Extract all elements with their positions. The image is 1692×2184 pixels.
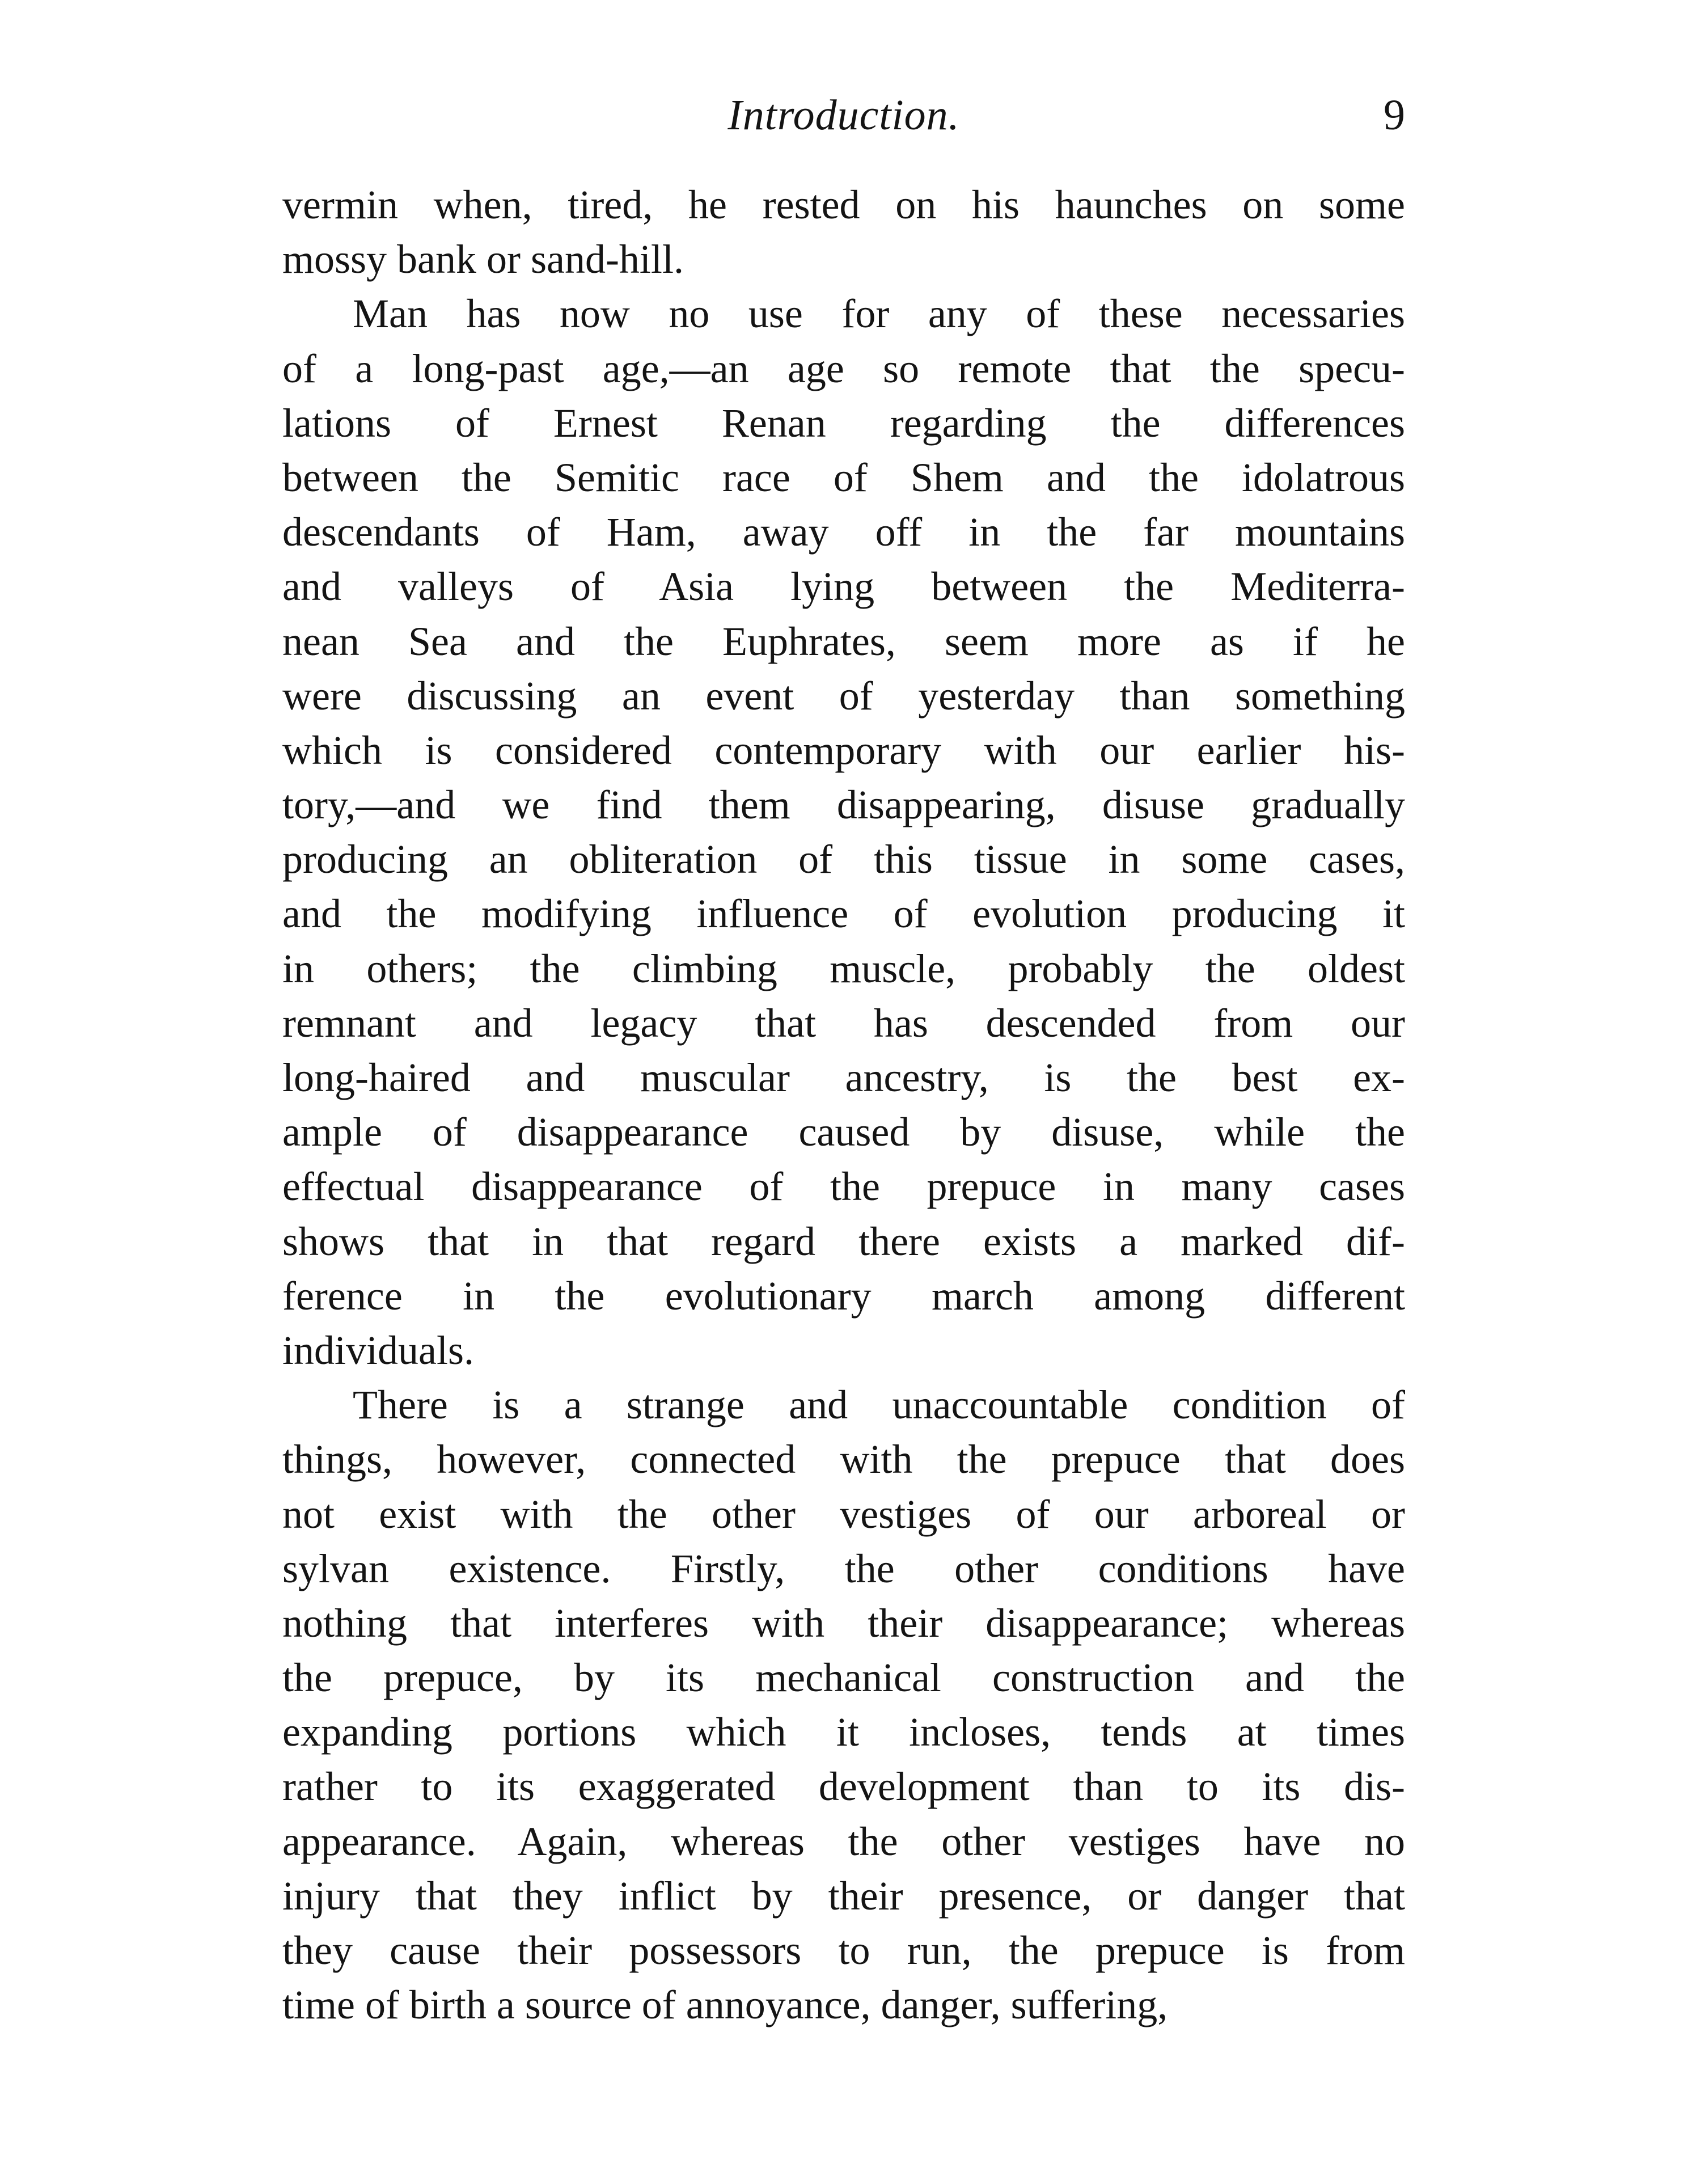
text-line: appearance. Again, whereas the other vestiges have no [282, 1818, 1405, 1864]
text-line: in others; the climbing muscle, probably the oldest [282, 945, 1405, 991]
page-number: 9 [1384, 91, 1405, 139]
text-line: they cause their possessors to run, the prepuce is from [282, 1928, 1405, 1973]
text-line: There is a strange and unaccountable condition of [353, 1382, 1405, 1428]
body-text [282, 178, 1405, 2032]
text-line: effectual disappearance of the prepuce in many cases [282, 1164, 1405, 1210]
text-line: things, however, connected with the prepuce that does [282, 1437, 1405, 1482]
text-line: and the modifying influence of evolution producing it [282, 891, 1405, 937]
text-line: rather to its exaggerated development than to its dis- [282, 1764, 1405, 1810]
text-line: expanding portions which it incloses, tends at times [282, 1709, 1405, 1755]
text-line: Man has now no use for any of these necessaries [353, 291, 1405, 337]
text-line: ample of disappearance caused by disuse, while the [282, 1109, 1405, 1155]
text-line: remnant and legacy that has descended from our [282, 1000, 1405, 1046]
text-line: not exist with the other vestiges of our arboreal or [282, 1491, 1405, 1537]
text-line: vermin when, tired, he rested on his haunches on some [282, 182, 1405, 227]
text-line: the prepuce, by its mechanical construction and the [282, 1655, 1405, 1701]
text-line: nean Sea and the Euphrates, seem more as if he [282, 618, 1405, 664]
paragraph [282, 178, 1405, 286]
text-line: ference in the evolutionary march among different [282, 1273, 1405, 1319]
text-line: mossy bank or sand-hill. [282, 236, 684, 282]
text-line: sylvan existence. Firstly, the other conditions have [282, 1545, 1405, 1591]
text-line: producing an obliteration of this tissue in some cases, [282, 837, 1405, 882]
text-line: between the Semitic race of Shem and the idolatrous [282, 454, 1405, 500]
text-line: descendants of Ham, away off in the far mountains [282, 509, 1405, 555]
running-title: Introduction. [727, 91, 960, 139]
text-line: individuals. [282, 1327, 474, 1373]
text-line: time of birth a source of annoyance, danger, suffering, [282, 1982, 1168, 2028]
running-head [282, 91, 1405, 153]
text-line: shows that in that regard there exists a marked dif- [282, 1218, 1405, 1264]
text-line: tory,—and we find them disappearing, disuse gradually [282, 782, 1405, 828]
text-line: of a long-past age,—an age so remote that the specu- [282, 345, 1405, 391]
text-line: long-haired and muscular ancestry, is the best ex- [282, 1055, 1405, 1100]
text-line: injury that they inflict by their presence, or danger that [282, 1873, 1405, 1919]
text-line: and valleys of Asia lying between the Mediterra- [282, 564, 1405, 610]
text-line: lations of Ernest Renan regarding the differences [282, 400, 1405, 446]
paragraph [282, 286, 1405, 1378]
text-line: which is considered contemporary with our earlier his- [282, 727, 1405, 773]
text-line: were discussing an event of yesterday than something [282, 673, 1405, 719]
text-line: nothing that interferes with their disappearance; whereas [282, 1600, 1405, 1646]
paragraph [282, 1378, 1405, 2032]
